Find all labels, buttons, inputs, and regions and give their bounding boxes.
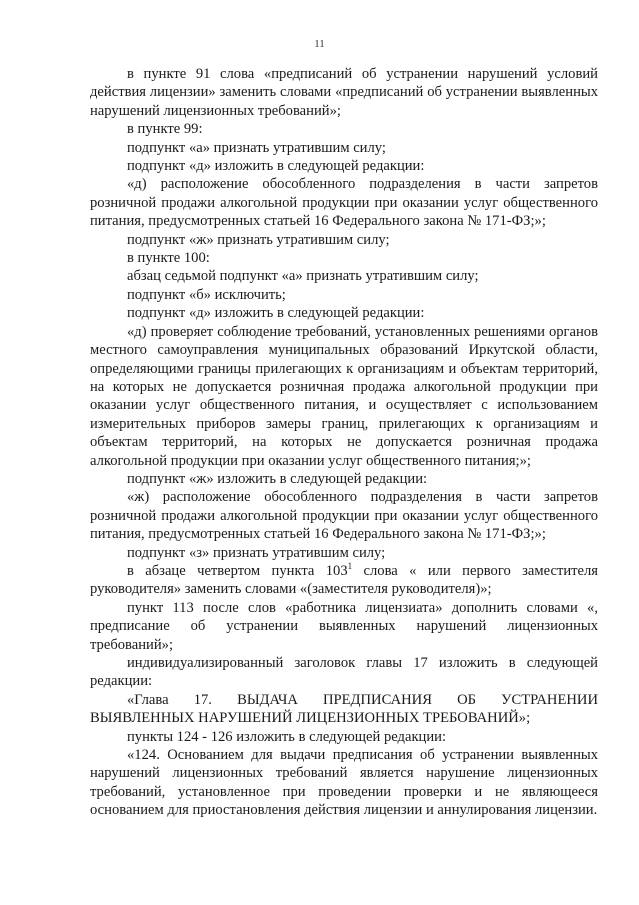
document-body	[90, 65, 598, 820]
paragraph: в пункте 99:	[127, 121, 203, 138]
paragraph: «д) проверяет соблюдение требований, установленных решениями органов местного самоуправления муниципальных образований Иркутской области, определяющими границы прилегающих к организациям и объектам территорий, на которых не допускается розничная продажа алкогольной продукции при оказании услуг общественного питания, и осуществляет с использованием измерительных приборов замеры границ, прилегающих к организациям и объектам территорий, на которых не допускается розничная продажа алкогольной продукции при оказании услуг общественного питания;»;	[90, 323, 598, 469]
paragraph: подпункт «ж» изложить в следующей редакции:	[127, 470, 428, 487]
paragraph: подпункт «б» исключить;	[127, 286, 286, 303]
paragraph: пункт 113 после слов «работника лицензиата» дополнить словами «, предписание об устранении выявленных нарушений лицензионных требований»;	[90, 599, 598, 653]
paragraph: подпункт «д» изложить в следующей редакции:	[127, 158, 425, 175]
superscript: 1	[347, 561, 353, 572]
paragraph: в пункте 91 слова «предписаний об устранении нарушений условий действия лицензии» заменить словами «предписаний об устранении выявленных нарушений лицензионных требований»;	[90, 66, 598, 119]
paragraph: подпункт «з» признать утратившим силу;	[127, 544, 386, 561]
paragraph: абзац седьмой подпункт «а» признать утратившим силу;	[127, 268, 479, 285]
paragraph: «д) расположение обособленного подразделения в части запретов розничной продажи алкогольной продукции при оказании услуг общественного питания, предусмотренных статьей 16 Федерального закона № 171-ФЗ;»;	[90, 176, 598, 230]
page-number: 11	[314, 38, 325, 50]
paragraph: в пункте 100:	[127, 250, 210, 267]
paragraph: пункты 124 - 126 изложить в следующей редакции:	[127, 728, 447, 745]
paragraph-text-before: в абзаце четвертом пункта 103	[127, 562, 348, 579]
paragraph: подпункт «ж» признать утратившим силу;	[127, 231, 390, 248]
paragraph	[90, 562, 598, 599]
chapter-heading-paragraph: «Глава 17. ВЫДАЧА ПРЕДПИСАНИЯ ОБ УСТРАНЕНИИ ВЫЯВЛЕННЫХ НАРУШЕНИЙ ЛИЦЕНЗИОННЫХ ТРЕБОВАНИЙ»;	[90, 691, 598, 727]
paragraph: «124. Основанием для выдачи предписания об устранении выявленных нарушений лицензионных требований является нарушение лицензионных требований, установленное при проведении проверки и не являющееся основанием для приостановления действия лицензии и аннулирования лицензии.	[90, 747, 598, 819]
paragraph-text-after: слова « или первого заместителя руководителя» заменить словами «(заместителя руководителя)»;	[90, 562, 598, 598]
paragraph: «ж) расположение обособленного подразделения в части запретов розничной продажи алкогольной продукции при оказании услуг общественного питания, предусмотренных статьей 16 Федерального закона № 171-ФЗ;»;	[90, 489, 598, 543]
paragraph: индивидуализированный заголовок главы 17 изложить в следующей редакции:	[90, 655, 598, 690]
paragraph: подпункт «а» признать утратившим силу;	[127, 139, 386, 156]
paragraph: подпункт «д» изложить в следующей редакции:	[127, 305, 425, 322]
